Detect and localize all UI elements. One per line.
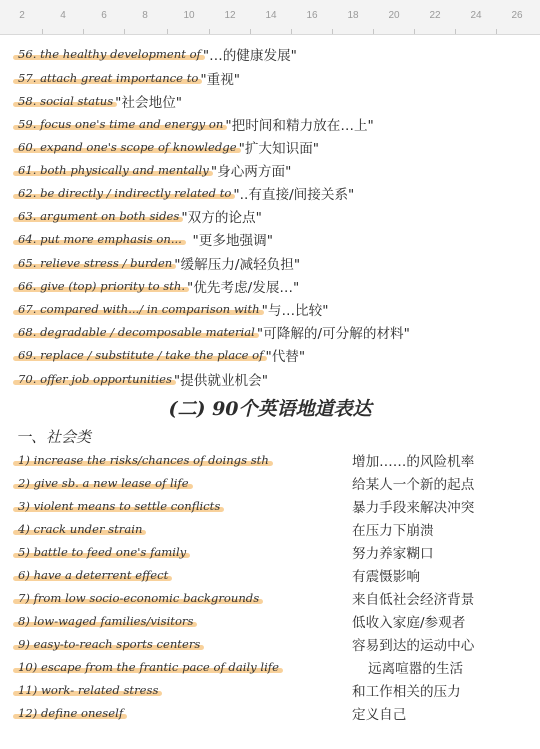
- phrase-row: [16, 587, 475, 609]
- ruler-tick: 10: [183, 10, 195, 21]
- phrase-chinese: 有震慑影响: [352, 569, 420, 585]
- phrase-english: 58. social status: [18, 94, 114, 108]
- section-heading: 一、社会类: [16, 428, 92, 446]
- phrase-row: [16, 679, 461, 701]
- phrase-row: [16, 182, 354, 204]
- phrase-chinese: 远离喧嚣的生活: [368, 661, 464, 677]
- phrase-english: 11) work- related stress: [18, 683, 159, 697]
- ruler-minor-tick: [124, 29, 125, 34]
- phrase-english: 57. attach great importance to: [18, 71, 199, 85]
- phrase-row: [16, 449, 475, 471]
- phrase-english: 3) violent means to settle conflicts: [18, 499, 221, 513]
- phrase-chinese: "身心两方面": [210, 164, 292, 180]
- phrase-chinese: "可降解的/可分解的材料": [256, 326, 410, 342]
- ruler-tick: 26: [511, 10, 523, 21]
- phrase-english: 8) low-waged families/visitors: [18, 614, 194, 628]
- phrase-english: 12) define oneself: [18, 706, 124, 720]
- phrase-row: [16, 344, 305, 366]
- phrase-english: 68. degradable / decomposable material: [18, 325, 255, 339]
- phrase-chinese: 容易到达的运动中心: [352, 638, 475, 654]
- phrase-row: [16, 656, 464, 678]
- phrase-chinese: 努力养家糊口: [352, 546, 434, 562]
- phrase-chinese: "代替": [265, 349, 306, 365]
- phrase-english: 5) battle to feed one's family: [18, 545, 187, 559]
- phrase-english: 2) give sb. a new lease of life: [18, 476, 189, 490]
- ruler-minor-tick: [209, 29, 210, 34]
- ruler-minor-tick: [42, 29, 43, 34]
- phrase-english: 9) easy-to-reach sports centers: [18, 637, 201, 651]
- phrase-chinese: "提供就业机会": [173, 373, 268, 389]
- ruler-minor-tick: [83, 29, 84, 34]
- phrase-row: [16, 495, 475, 517]
- ruler: [0, 0, 540, 35]
- phrase-chinese: 定义自己: [352, 707, 407, 723]
- phrase-english: 56. the healthy development of: [18, 47, 201, 61]
- ruler-tick: 16: [306, 10, 318, 21]
- phrase-chinese: 低收入家庭/参观者: [352, 615, 466, 631]
- ruler-tick: 20: [388, 10, 400, 21]
- phrase-english: 67. compared with.../ in comparison with: [18, 302, 260, 316]
- ruler-minor-tick: [291, 29, 292, 34]
- phrase-english: 62. be directly / indirectly related to: [18, 186, 232, 200]
- phrase-chinese: 在压力下崩溃: [352, 523, 434, 539]
- phrase-english: 64. put more emphasis on...: [18, 232, 182, 246]
- phrase-chinese: "缓解压力/减轻负担": [174, 257, 301, 273]
- phrase-chinese: 和工作相关的压力: [352, 684, 461, 700]
- phrase-chinese: 给某人一个新的起点: [352, 477, 475, 493]
- phrase-row: [16, 518, 434, 540]
- phrase-row: [16, 633, 475, 655]
- phrase-english: 7) from low socio-economic backgrounds: [18, 591, 260, 605]
- ruler-tick: 12: [224, 10, 236, 21]
- phrase-row: [16, 472, 475, 494]
- ruler-tick: 14: [265, 10, 277, 21]
- ruler-minor-tick: [250, 29, 251, 34]
- page-title: (二) 90个英语地道表达: [168, 398, 372, 420]
- phrase-english: 69. replace / substitute / take the place of: [18, 348, 264, 362]
- ruler-minor-tick: [332, 29, 333, 34]
- phrase-row: [16, 321, 410, 343]
- phrase-english: 61. both physically and mentally: [18, 163, 209, 177]
- phrase-row: [16, 368, 268, 390]
- ruler-tick: 8: [142, 10, 148, 21]
- ruler-tick: 6: [101, 10, 107, 21]
- phrase-chinese: "社会地位": [115, 95, 183, 111]
- ruler-tick: 2: [19, 10, 25, 21]
- phrase-chinese: 暴力手段来解决冲突: [352, 500, 475, 516]
- phrase-row: [16, 43, 297, 65]
- phrase-english: 63. argument on both sides: [18, 209, 180, 223]
- phrase-chinese: "…的健康发展": [202, 48, 297, 64]
- ruler-tick: 22: [429, 10, 441, 21]
- phrase-chinese: 增加……的风险机率: [352, 454, 475, 470]
- phrase-row: [16, 541, 434, 563]
- phrase-chinese: "重视": [200, 72, 241, 88]
- phrase-english: 65. relieve stress / burden: [18, 256, 173, 270]
- ruler-minor-tick: [455, 29, 456, 34]
- ruler-tick: 18: [347, 10, 359, 21]
- ruler-minor-tick: [167, 29, 168, 34]
- phrase-row: [16, 67, 240, 89]
- ruler-minor-tick: [373, 29, 374, 34]
- phrase-row: [16, 252, 300, 274]
- phrase-english: 70. offer job opportunities: [18, 372, 172, 386]
- phrase-row: [16, 205, 262, 227]
- phrase-chinese: "把时间和精力放在…上": [225, 118, 374, 134]
- phrase-row: [16, 136, 319, 158]
- phrase-english: 60. expand one's scope of knowledge: [18, 140, 237, 154]
- phrase-row: [16, 90, 182, 112]
- ruler-minor-tick: [414, 29, 415, 34]
- phrase-english: 6) have a deterrent effect: [18, 568, 169, 582]
- phrase-row: [16, 564, 420, 586]
- phrase-chinese: "双方的论点": [181, 210, 262, 226]
- phrase-chinese: "优先考虑/发展…": [187, 280, 300, 296]
- phrase-english: 1) increase the risks/chances of doings sth: [18, 453, 269, 467]
- phrase-english: 66. give (top) priority to sth.: [18, 279, 186, 293]
- phrase-chinese: "..有直接/间接关系": [233, 187, 355, 203]
- phrase-row: [16, 228, 273, 250]
- phrase-english: 59. focus one's time and energy on: [18, 117, 224, 131]
- phrase-english: 4) crack under strain: [18, 522, 143, 536]
- phrase-chinese: 来自低社会经济背景: [352, 592, 475, 608]
- phrase-chinese: "更多地强调": [183, 233, 273, 249]
- phrase-row: [16, 275, 299, 297]
- phrase-chinese: "与…比较": [261, 303, 329, 319]
- phrase-chinese: "扩大知识面": [238, 141, 320, 157]
- phrase-row: [16, 298, 328, 320]
- phrase-row: [16, 610, 466, 632]
- ruler-tick: 4: [60, 10, 66, 21]
- phrase-row: [16, 113, 374, 135]
- phrase-row: [16, 702, 407, 724]
- ruler-tick: 24: [470, 10, 482, 21]
- ruler-minor-tick: [496, 29, 497, 34]
- phrase-english: 10) escape from the frantic pace of daily life: [18, 660, 279, 674]
- phrase-row: [16, 159, 291, 181]
